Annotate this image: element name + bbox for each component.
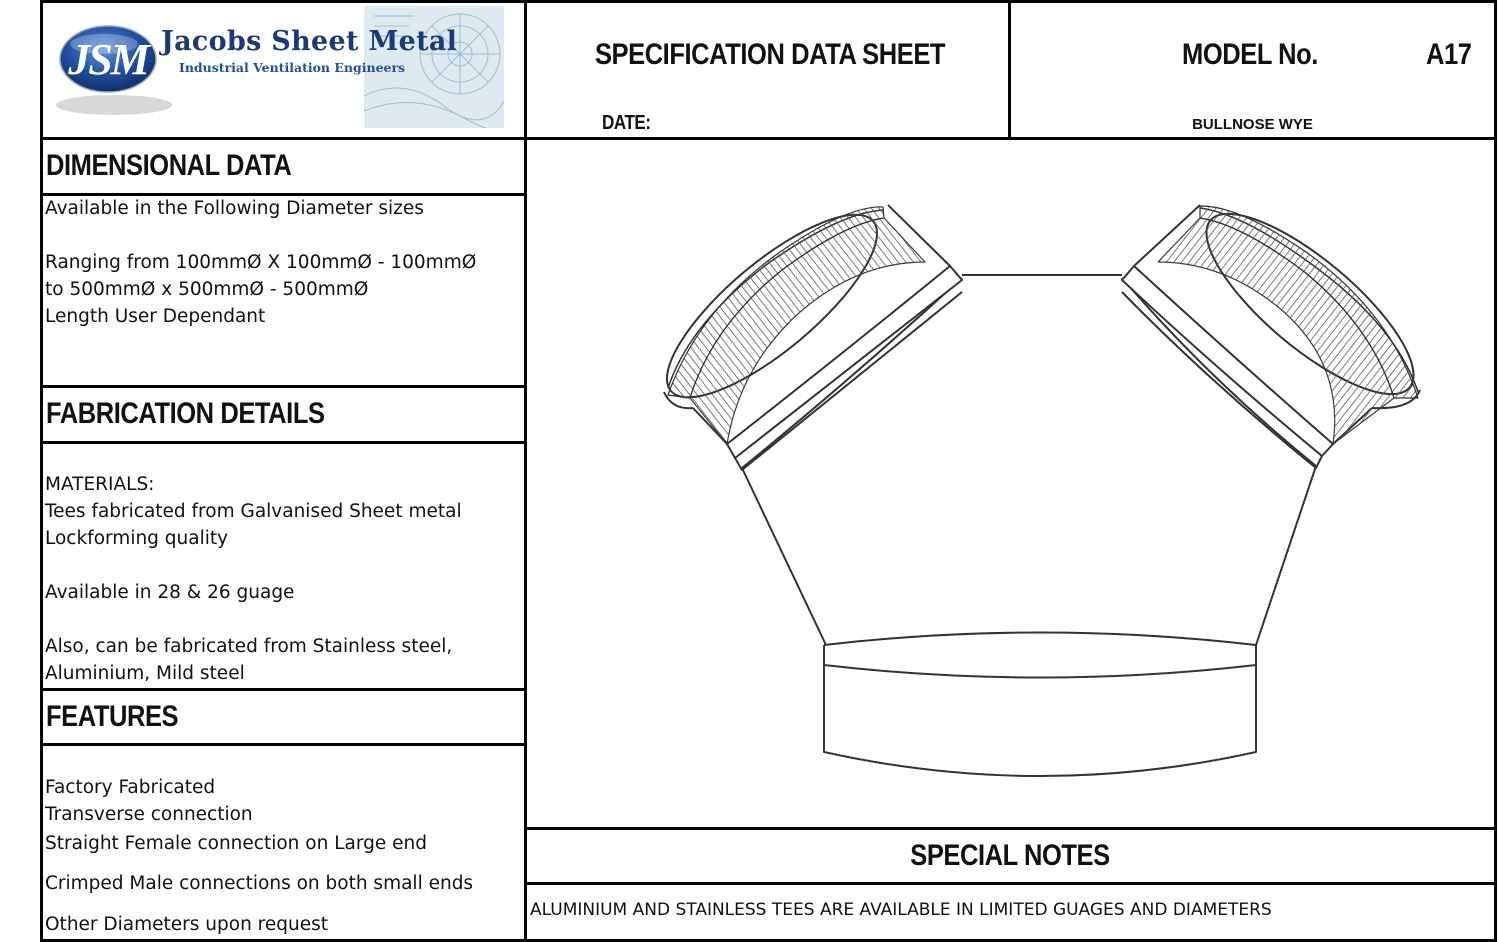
dimensional-line: Length User Dependant xyxy=(45,306,266,327)
special-notes-text: ALUMINIUM AND STAINLESS TEES ARE AVAILABLE IN LIMITED GUAGES AND DIAMETERS xyxy=(530,900,1272,920)
fabrication-line: Aluminium, Mild steel xyxy=(45,663,245,684)
frame-left xyxy=(40,0,43,942)
fabrication-title: FABRICATION DETAILS xyxy=(46,397,325,430)
dimensional-title: DIMENSIONAL DATA xyxy=(46,149,292,182)
company-tagline: Industrial Ventilation Engineers xyxy=(179,60,406,75)
feature-item: Other Diameters upon request xyxy=(45,914,329,935)
dimensional-body xyxy=(45,195,476,330)
dimensional-line: Available in the Following Diameter sizes xyxy=(45,198,424,219)
model-label: MODEL No. xyxy=(1182,38,1318,71)
frame-right xyxy=(1494,0,1497,942)
fabrication-line: Also, can be fabricated from Stainless steel, xyxy=(45,636,453,657)
special-notes-title: SPECIAL NOTES xyxy=(910,839,1110,872)
feature-item: Transverse connection xyxy=(45,804,253,825)
logo-shadow xyxy=(54,90,174,120)
fabrication-bottom xyxy=(40,688,526,691)
notes-title-bottom xyxy=(524,882,1497,885)
right-branch xyxy=(1122,187,1438,468)
column-divider xyxy=(524,0,527,942)
company-logo xyxy=(48,4,518,132)
logo-initials: JSM xyxy=(68,35,148,84)
fabrication-line: Tees fabricated from Galvanised Sheet metal xyxy=(45,501,462,522)
features-title-bottom xyxy=(40,743,526,746)
dimensional-bottom xyxy=(40,385,526,388)
fabrication-body xyxy=(45,471,462,687)
header-divider xyxy=(1008,0,1011,140)
date-label: DATE: xyxy=(602,112,651,134)
feature-item: Crimped Male connections on both small ends xyxy=(45,873,474,894)
left-branch xyxy=(643,187,962,470)
header-bottom xyxy=(40,137,1497,140)
sheet-title: SPECIFICATION DATA SHEET xyxy=(594,38,946,71)
dimensional-line: to 500mmØ x 500mmØ - 500mmØ xyxy=(45,279,369,300)
fabrication-line: Available in 28 & 26 guage xyxy=(45,582,295,603)
frame-top xyxy=(40,0,1497,3)
feature-item: Factory Fabricated xyxy=(45,777,216,798)
features-title: FEATURES xyxy=(46,700,179,733)
fabrication-line: Lockforming quality xyxy=(45,528,229,549)
product-name: BULLNOSE WYE xyxy=(1192,116,1313,133)
dimensional-line: Ranging from 100mmØ X 100mmØ - 100mmØ xyxy=(45,252,477,273)
model-number: A17 xyxy=(1426,38,1472,71)
company-name: Jacobs Sheet Metal xyxy=(161,26,458,57)
feature-item: Straight Female connection on Large end xyxy=(45,833,427,854)
fabrication-title-bottom xyxy=(40,441,526,444)
bullnose-wye-drawing xyxy=(528,141,1492,825)
fabrication-line: MATERIALS: xyxy=(45,474,155,495)
drawing-bottom xyxy=(524,827,1497,830)
